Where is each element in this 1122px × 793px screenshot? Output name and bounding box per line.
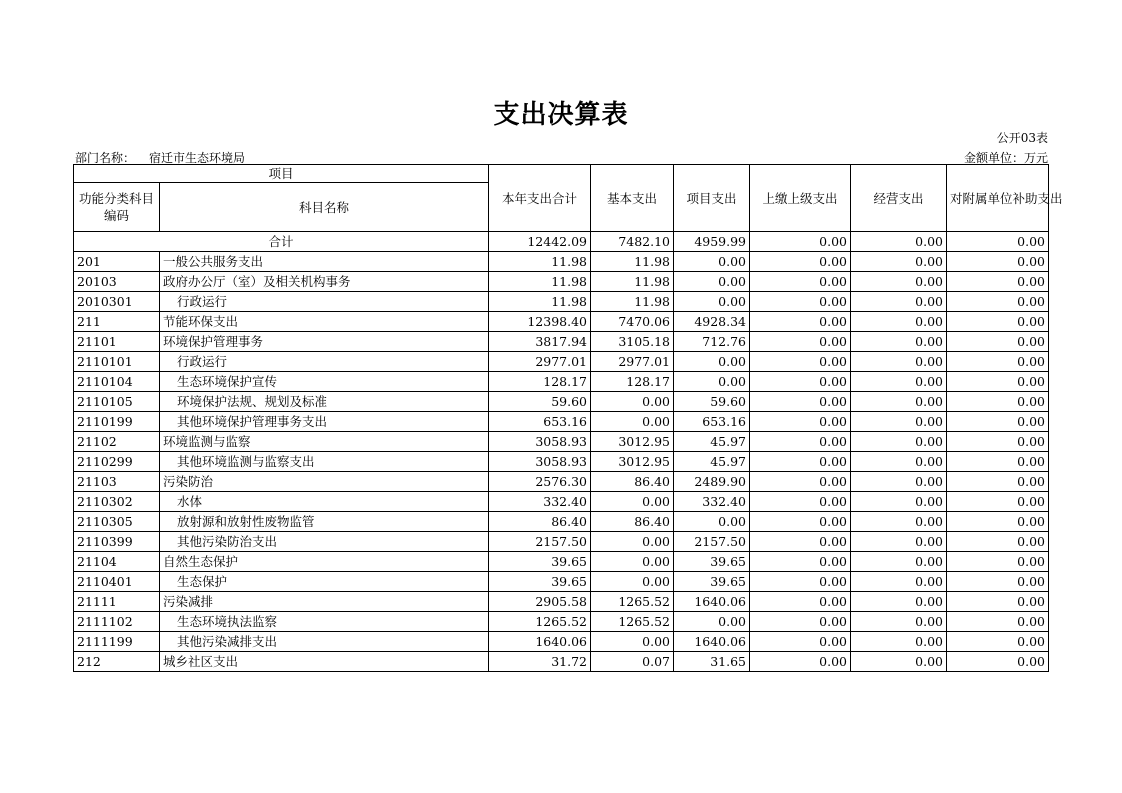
cell-upper: 0.00: [750, 352, 851, 372]
cell-name: 生态保护: [160, 572, 489, 592]
cell-basic: 128.17: [591, 372, 674, 392]
header-name: 科目名称: [160, 183, 489, 232]
cell-business: 0.00: [851, 552, 947, 572]
cell-name: 城乡社区支出: [160, 652, 489, 672]
cell-basic: 2977.01: [591, 352, 674, 372]
cell-total: 59.60: [489, 392, 591, 412]
cell-basic: 0.00: [591, 492, 674, 512]
cell-total: 2576.30: [489, 472, 591, 492]
cell-total: 11.98: [489, 292, 591, 312]
cell-business: 0.00: [851, 512, 947, 532]
cell-subsidy: 0.00: [947, 472, 1049, 492]
cell-basic: 0.00: [591, 532, 674, 552]
cell-code: 2111199: [74, 632, 160, 652]
cell-project: 0.00: [674, 352, 750, 372]
cell-basic: 11.98: [591, 272, 674, 292]
cell-business: 0.00: [851, 312, 947, 332]
cell-name: 生态环境执法监察: [160, 612, 489, 632]
cell-subsidy: 0.00: [947, 552, 1049, 572]
cell-name: 行政运行: [160, 292, 489, 312]
cell-business: 0.00: [851, 272, 947, 292]
cell-total: 2977.01: [489, 352, 591, 372]
cell-total: 11.98: [489, 252, 591, 272]
header-business: 经营支出: [851, 165, 947, 232]
cell-upper: 0.00: [750, 592, 851, 612]
table-row: [74, 512, 1049, 532]
cell-business: 0.00: [851, 432, 947, 452]
cell-project: 653.16: [674, 412, 750, 432]
cell-project: 712.76: [674, 332, 750, 352]
table-row: [74, 472, 1049, 492]
cell-name: 环境保护法规、规划及标准: [160, 392, 489, 412]
cell-total: 3058.93: [489, 432, 591, 452]
cell-code: 2110105: [74, 392, 160, 412]
cell-basic: 3105.18: [591, 332, 674, 352]
cell-basic: 0.00: [591, 412, 674, 432]
cell-code: 2110104: [74, 372, 160, 392]
cell-project: 2157.50: [674, 532, 750, 552]
cell-business: 0.00: [851, 632, 947, 652]
cell-name: 环境保护管理事务: [160, 332, 489, 352]
cell-upper: 0.00: [750, 612, 851, 632]
cell-total: 12442.09: [489, 232, 591, 252]
cell-business: 0.00: [851, 372, 947, 392]
cell-basic: 11.98: [591, 252, 674, 272]
form-number: 公开03表: [996, 131, 1048, 145]
cell-subsidy: 0.00: [947, 392, 1049, 412]
header-project: 项目支出: [674, 165, 750, 232]
cell-name: 其他污染减排支出: [160, 632, 489, 652]
cell-subsidy: 0.00: [947, 412, 1049, 432]
cell-project: 45.97: [674, 452, 750, 472]
cell-project: 4928.34: [674, 312, 750, 332]
cell-basic: 86.40: [591, 472, 674, 492]
cell-basic: 3012.95: [591, 452, 674, 472]
cell-name: 水体: [160, 492, 489, 512]
cell-subsidy: 0.00: [947, 492, 1049, 512]
cell-total: 332.40: [489, 492, 591, 512]
cell-name: 其他环境保护管理事务支出: [160, 412, 489, 432]
cell-upper: 0.00: [750, 232, 851, 252]
cell-project: 0.00: [674, 272, 750, 292]
table-row: [74, 592, 1049, 612]
cell-code: 2110199: [74, 412, 160, 432]
cell-upper: 0.00: [750, 512, 851, 532]
cell-upper: 0.00: [750, 532, 851, 552]
cell-project: 0.00: [674, 372, 750, 392]
cell-upper: 0.00: [750, 292, 851, 312]
cell-total: 2157.50: [489, 532, 591, 552]
cell-name: 放射源和放射性废物监管: [160, 512, 489, 532]
cell-project: 0.00: [674, 612, 750, 632]
cell-code: 2110399: [74, 532, 160, 552]
cell-business: 0.00: [851, 412, 947, 432]
cell-name: 污染防治: [160, 472, 489, 492]
cell-total: 2905.58: [489, 592, 591, 612]
cell-subsidy: 0.00: [947, 272, 1049, 292]
cell-business: 0.00: [851, 232, 947, 252]
cell-basic: 11.98: [591, 292, 674, 312]
cell-upper: 0.00: [750, 492, 851, 512]
total-label: 合计: [74, 232, 489, 252]
cell-subsidy: 0.00: [947, 632, 1049, 652]
cell-name: 生态环境保护宣传: [160, 372, 489, 392]
cell-upper: 0.00: [750, 572, 851, 592]
cell-total: 128.17: [489, 372, 591, 392]
cell-subsidy: 0.00: [947, 432, 1049, 452]
cell-total: 86.40: [489, 512, 591, 532]
cell-name: 其他环境监测与监察支出: [160, 452, 489, 472]
cell-code: 20103: [74, 272, 160, 292]
cell-name: 节能环保支出: [160, 312, 489, 332]
cell-upper: 0.00: [750, 412, 851, 432]
cell-subsidy: 0.00: [947, 572, 1049, 592]
header-item: 项目: [74, 165, 489, 183]
cell-project: 4959.99: [674, 232, 750, 252]
amount-unit: 金额单位：万元: [963, 151, 1048, 165]
cell-code: 2110302: [74, 492, 160, 512]
cell-name: 行政运行: [160, 352, 489, 372]
cell-subsidy: 0.00: [947, 512, 1049, 532]
table-row: [74, 572, 1049, 592]
cell-total: 12398.40: [489, 312, 591, 332]
table-row: [74, 352, 1049, 372]
cell-business: 0.00: [851, 472, 947, 492]
table-row: [74, 292, 1049, 312]
cell-name: 污染减排: [160, 592, 489, 612]
cell-project: 59.60: [674, 392, 750, 412]
table-row: [74, 392, 1049, 412]
cell-upper: 0.00: [750, 632, 851, 652]
cell-code: 2110101: [74, 352, 160, 372]
cell-business: 0.00: [851, 612, 947, 632]
header-total: 本年支出合计: [489, 165, 591, 232]
table-row: [74, 252, 1049, 272]
table-row: [74, 312, 1049, 332]
cell-subsidy: 0.00: [947, 592, 1049, 612]
cell-upper: 0.00: [750, 432, 851, 452]
cell-name: 自然生态保护: [160, 552, 489, 572]
cell-project: 45.97: [674, 432, 750, 452]
cell-total: 1640.06: [489, 632, 591, 652]
cell-project: 332.40: [674, 492, 750, 512]
table-row: [74, 412, 1049, 432]
page-title: 支出决算表: [493, 100, 629, 130]
cell-upper: 0.00: [750, 392, 851, 412]
cell-code: 21111: [74, 592, 160, 612]
cell-basic: 7470.06: [591, 312, 674, 332]
cell-code: 2110401: [74, 572, 160, 592]
cell-upper: 0.00: [750, 372, 851, 392]
cell-code: 21103: [74, 472, 160, 492]
cell-total: 39.65: [489, 552, 591, 572]
cell-project: 31.65: [674, 652, 750, 672]
cell-subsidy: 0.00: [947, 452, 1049, 472]
cell-total: 39.65: [489, 572, 591, 592]
cell-project: 0.00: [674, 512, 750, 532]
cell-total: 31.72: [489, 652, 591, 672]
cell-upper: 0.00: [750, 552, 851, 572]
cell-code: 2111102: [74, 612, 160, 632]
cell-basic: 7482.10: [591, 232, 674, 252]
cell-code: 21102: [74, 432, 160, 452]
cell-basic: 86.40: [591, 512, 674, 532]
cell-code: 21104: [74, 552, 160, 572]
cell-code: 2010301: [74, 292, 160, 312]
cell-project: 39.65: [674, 552, 750, 572]
cell-project: 0.00: [674, 252, 750, 272]
table-row: [74, 332, 1049, 352]
table-body: [74, 232, 1049, 672]
cell-total: 3817.94: [489, 332, 591, 352]
cell-subsidy: 0.00: [947, 532, 1049, 552]
cell-upper: 0.00: [750, 652, 851, 672]
cell-name: 政府办公厅（室）及相关机构事务: [160, 272, 489, 292]
cell-code: 2110305: [74, 512, 160, 532]
cell-code: 211: [74, 312, 160, 332]
cell-subsidy: 0.00: [947, 352, 1049, 372]
cell-business: 0.00: [851, 352, 947, 372]
cell-basic: 0.00: [591, 632, 674, 652]
cell-upper: 0.00: [750, 472, 851, 492]
cell-basic: 3012.95: [591, 432, 674, 452]
table-row: [74, 532, 1049, 552]
cell-project: 2489.90: [674, 472, 750, 492]
cell-business: 0.00: [851, 332, 947, 352]
cell-business: 0.00: [851, 572, 947, 592]
table-row: [74, 372, 1049, 392]
cell-business: 0.00: [851, 652, 947, 672]
cell-subsidy: 0.00: [947, 332, 1049, 352]
table-row: [74, 632, 1049, 652]
cell-business: 0.00: [851, 492, 947, 512]
cell-business: 0.00: [851, 292, 947, 312]
cell-business: 0.00: [851, 392, 947, 412]
cell-upper: 0.00: [750, 452, 851, 472]
cell-upper: 0.00: [750, 252, 851, 272]
cell-subsidy: 0.00: [947, 312, 1049, 332]
cell-subsidy: 0.00: [947, 652, 1049, 672]
cell-subsidy: 0.00: [947, 232, 1049, 252]
table-row: [74, 452, 1049, 472]
cell-name: 其他污染防治支出: [160, 532, 489, 552]
cell-basic: 0.00: [591, 392, 674, 412]
expenditure-table: [73, 164, 1063, 672]
cell-business: 0.00: [851, 452, 947, 472]
cell-name: 环境监测与监察: [160, 432, 489, 452]
cell-code: 2110299: [74, 452, 160, 472]
cell-project: 1640.06: [674, 632, 750, 652]
cell-project: 39.65: [674, 572, 750, 592]
header-code: 功能分类科目编码: [74, 183, 160, 232]
cell-subsidy: 0.00: [947, 612, 1049, 632]
cell-business: 0.00: [851, 252, 947, 272]
department-label: 部门名称：: [75, 151, 136, 165]
cell-code: 212: [74, 652, 160, 672]
cell-total: 11.98: [489, 272, 591, 292]
cell-total: 3058.93: [489, 452, 591, 472]
header-upper: 上缴上级支出: [750, 165, 851, 232]
department-name: 宿迁市生态环境局: [149, 151, 246, 165]
table-row: [74, 492, 1049, 512]
header-basic: 基本支出: [591, 165, 674, 232]
cell-code: 21101: [74, 332, 160, 352]
table-row: [74, 652, 1049, 672]
cell-total: 653.16: [489, 412, 591, 432]
cell-subsidy: 0.00: [947, 252, 1049, 272]
cell-project: 0.00: [674, 292, 750, 312]
cell-subsidy: 0.00: [947, 372, 1049, 392]
cell-upper: 0.00: [750, 272, 851, 292]
cell-subsidy: 0.00: [947, 292, 1049, 312]
table-row: [74, 552, 1049, 572]
cell-upper: 0.00: [750, 332, 851, 352]
table-row: [74, 612, 1049, 632]
cell-business: 0.00: [851, 532, 947, 552]
cell-basic: 1265.52: [591, 592, 674, 612]
table-row: [74, 432, 1049, 452]
cell-basic: 1265.52: [591, 612, 674, 632]
table-row: [74, 272, 1049, 292]
header-subsidy: 对附属单位补助支出: [947, 165, 1049, 232]
cell-basic: 0.07: [591, 652, 674, 672]
cell-project: 1640.06: [674, 592, 750, 612]
cell-total: 1265.52: [489, 612, 591, 632]
cell-upper: 0.00: [750, 312, 851, 332]
cell-basic: 0.00: [591, 552, 674, 572]
cell-code: 201: [74, 252, 160, 272]
total-row: [74, 232, 1049, 252]
cell-business: 0.00: [851, 592, 947, 612]
cell-name: 一般公共服务支出: [160, 252, 489, 272]
cell-basic: 0.00: [591, 572, 674, 592]
